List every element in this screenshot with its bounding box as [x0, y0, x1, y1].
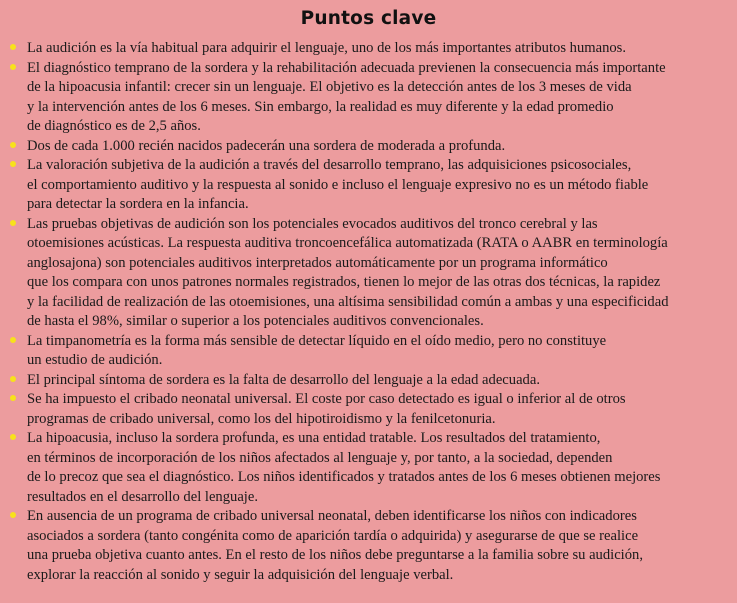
bullet-dot-icon	[10, 64, 16, 70]
key-point-text-line: La hipoacusia, incluso la sordera profunda, es una entidad tratable. Los resultados del tratamiento,	[27, 430, 601, 446]
box-title: Puntos clave	[300, 8, 437, 29]
key-point-text-line: La timpanometría es la forma más sensible de detectar líquido en el oído medio, pero no constituye	[27, 332, 607, 349]
bullet-dot-icon	[10, 44, 16, 50]
key-point-item	[0, 332, 737, 371]
key-point-text-line: En ausencia de un programa de cribado universal neonatal, deben identificarse los niños con indicadores	[27, 508, 637, 524]
key-point-item	[0, 371, 737, 391]
bullet-dot-icon	[10, 512, 16, 518]
key-point-text-line: que los compara con unos patrones normales registrados, tienen lo mejor de las otras dos técnicas, la rapidez	[27, 274, 661, 290]
key-point-item	[0, 39, 737, 59]
key-point-text-line: asociados a sordera (tanto congénita como de aparición tardía o adquirida) y asegurarse de que se realice	[27, 527, 639, 544]
key-point-text-line: El principal síntoma de sordera es la falta de desarrollo del lenguaje a la edad adecuada.	[27, 371, 540, 388]
key-point-text-line: Las pruebas objetivas de audición son los potenciales evocados auditivos del tronco cerebral y las	[27, 215, 598, 232]
key-point-text-line: programas de cribado universal, como los del hipotiroidismo y la fenilcetonuria.	[27, 410, 496, 427]
bullet-dot-icon	[10, 220, 16, 226]
key-point-item	[0, 59, 737, 137]
key-point-text-line: explorar la reacción al sonido y seguir la adquisición del lenguaje verbal.	[27, 566, 454, 583]
key-point-text-line: de diagnóstico es de 2,5 años.	[27, 118, 201, 134]
bullet-dot-icon	[10, 337, 16, 343]
key-point-text-line: otoemisiones acústicas. La respuesta auditiva troncoencefálica automatizada (RATA o AABR en terminología	[27, 235, 668, 251]
bullet-dot-icon	[10, 395, 16, 401]
key-point-text-line: La audición es la vía habitual para adquirir el lenguaje, uno de los más importantes atributos humanos.	[27, 40, 626, 56]
key-point-text-line: de lo precoz que sea el diagnóstico. Los niños identificados y tratados antes de los 6 meses obtienen mejores	[27, 469, 661, 485]
key-point-text-line: de hasta el 98%, similar o superior a los potenciales auditivos convencionales.	[27, 313, 484, 329]
key-point-item	[0, 507, 737, 585]
key-point-text-line: el comportamiento auditivo y la respuesta al sonido e incluso el lenguaje expresivo no es un método fiable	[27, 176, 649, 193]
key-point-text-line: una prueba objetiva cuanto antes. En el resto de los niños debe preguntarse a la familia sobre su audición,	[27, 547, 643, 563]
key-point-text-line: La valoración subjetiva de la audición a través del desarrollo temprano, las adquisiciones psicosociales,	[27, 157, 632, 173]
key-points-list	[0, 39, 737, 585]
key-point-item	[0, 390, 737, 429]
bullet-dot-icon	[10, 376, 16, 382]
key-point-text-line: y la facilidad de realización de las otoemisiones, una altísima sensibilidad común a ambas y una especificidad	[27, 293, 669, 310]
key-point-text-line: en términos de incorporación de los niños afectados al lenguaje y, por tanto, a la sociedad, dependen	[27, 449, 613, 466]
key-point-text-line: un estudio de audición.	[27, 352, 163, 368]
key-point-text-line: resultados en el desarrollo del lenguaje.	[27, 488, 258, 505]
key-point-text-line: anglosajona) son potenciales auditivos interpretados automáticamente por un programa informático	[27, 254, 608, 271]
key-point-text-line: de la hipoacusia infantil: crecer sin un lenguaje. El objetivo es la detección antes de los 3 meses de vida	[27, 79, 632, 95]
key-point-text-line: para detectar la sordera en la infancia.	[27, 196, 249, 212]
key-point-item	[0, 137, 737, 157]
key-point-text-line: Dos de cada 1.000 recién nacidos padecerán una sordera de moderada a profunda.	[27, 137, 506, 154]
key-point-text-line: El diagnóstico temprano de la sordera y la rehabilitación adecuada previenen la consecuencia más importante	[27, 59, 666, 76]
bullet-dot-icon	[10, 161, 16, 167]
key-point-item	[0, 429, 737, 507]
key-point-text-line: y la intervención antes de los 6 meses. Sin embargo, la realidad es muy diferente y la edad promedio	[27, 98, 614, 115]
key-point-item	[0, 215, 737, 332]
key-point-item	[0, 156, 737, 215]
bullet-dot-icon	[10, 142, 16, 148]
key-point-text-line: Se ha impuesto el cribado neonatal universal. El coste por caso detectado es igual o inferior al de otros	[27, 391, 626, 407]
bullet-dot-icon	[10, 434, 16, 440]
